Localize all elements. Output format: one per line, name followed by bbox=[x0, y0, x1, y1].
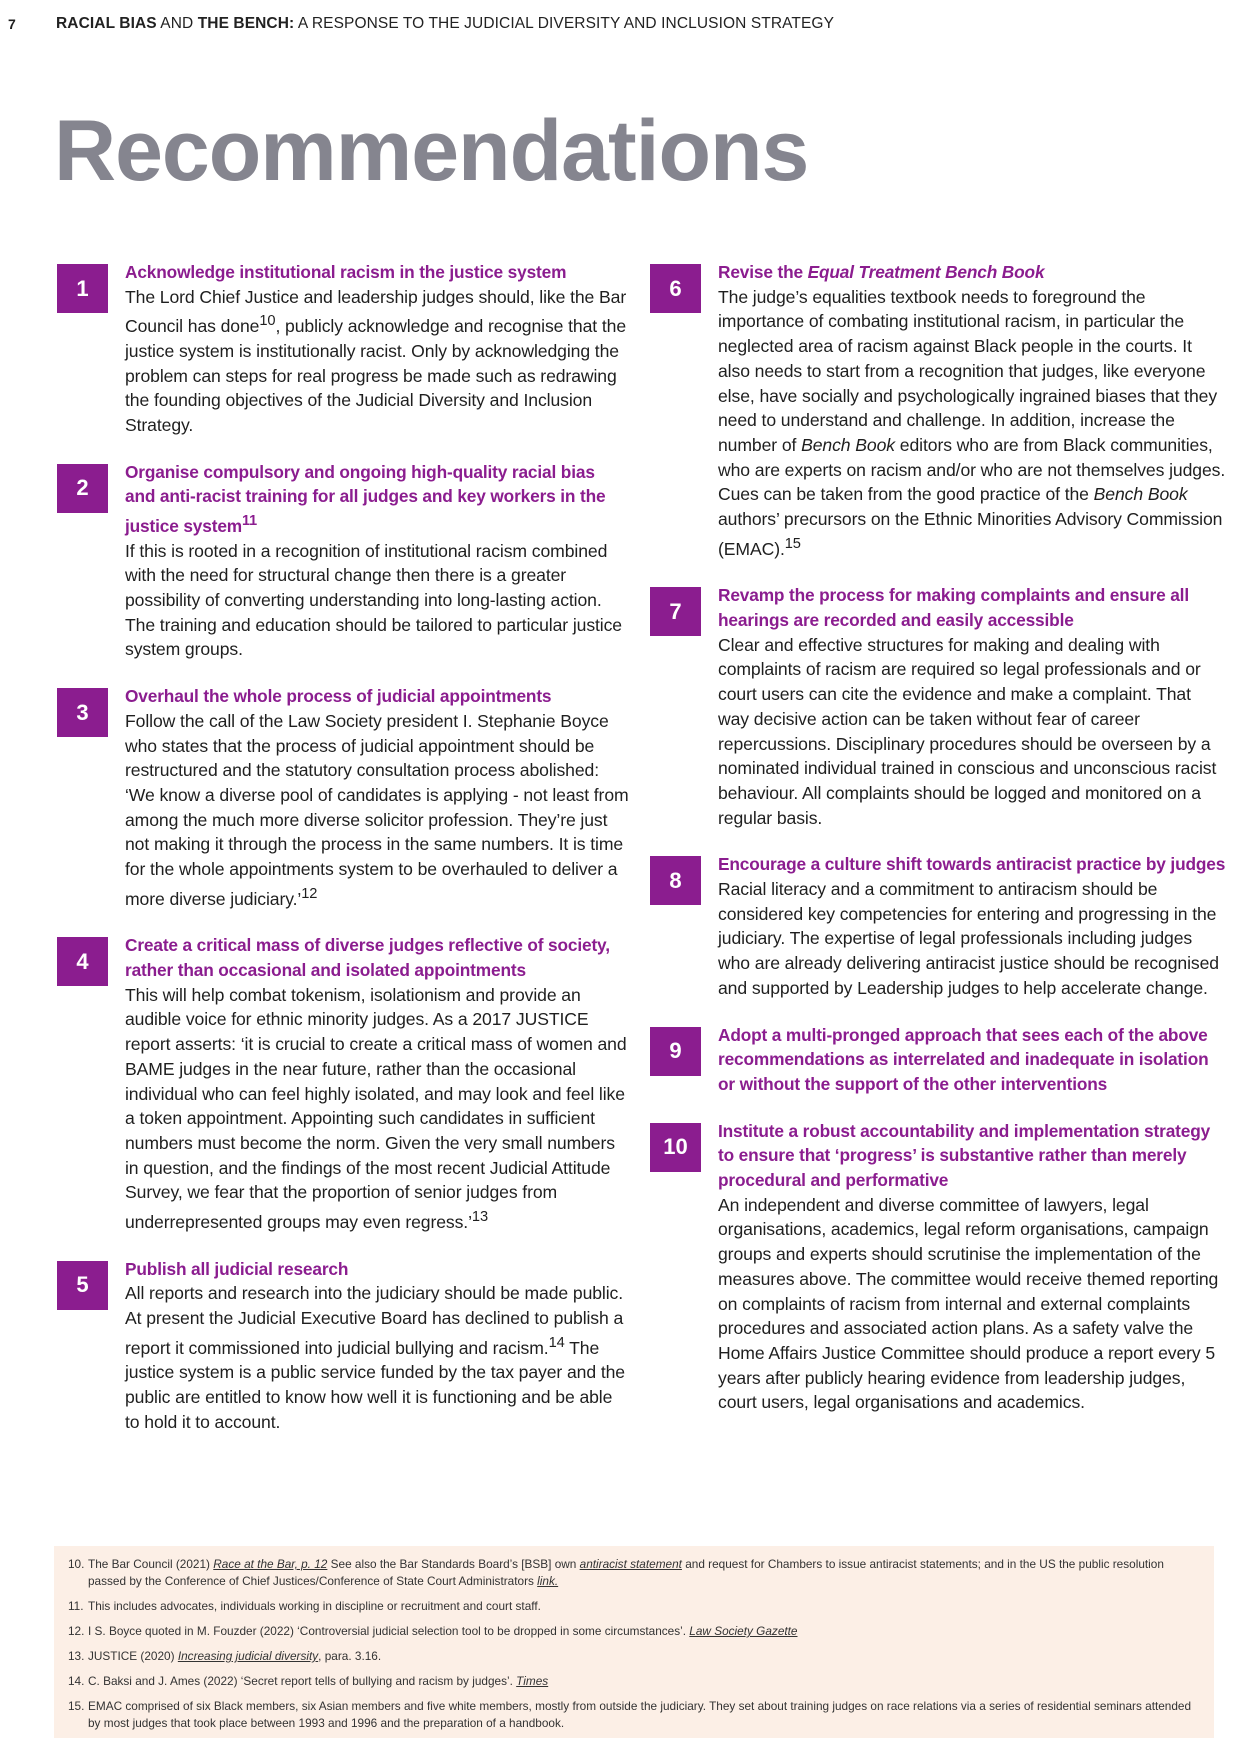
rec-title-italic: Equal Treatment Bench Book bbox=[807, 262, 1045, 282]
rec-number-badge: 5 bbox=[57, 1261, 108, 1310]
rec-text bbox=[718, 285, 1226, 562]
rec-title: Institute a robust accountability and implementation strategy to ensure that ‘progress’ is substantive rather than merely procedural and performative bbox=[718, 1120, 1211, 1191]
rec-number-badge: 7 bbox=[650, 587, 701, 636]
rec-body bbox=[125, 1257, 629, 1435]
rec-number-badge: 6 bbox=[650, 264, 701, 313]
recommendation-10 bbox=[650, 1119, 1226, 1415]
law-society-gazette-link[interactable]: Law Society Gazette bbox=[689, 1624, 798, 1638]
footnote-number: 15. bbox=[68, 1699, 85, 1713]
rec-number-badge: 4 bbox=[57, 937, 108, 986]
footnote-ref: 15 bbox=[784, 535, 801, 552]
rec-title: Acknowledge institutional racism in the justice system bbox=[125, 262, 567, 282]
rec-text-part: The judge’s equalities textbook needs to foreground the importance of combating institutional racism, in particular the neglected area of racism against Black people in the courts. It also needs to start from a recognition that judges, like everyone else, have socially and psychologically ingrained biases that they need to understand and challenge. In addition, increase the number of bbox=[718, 286, 1218, 455]
increasing-judicial-diversity-link[interactable]: Increasing judicial diversity bbox=[177, 1649, 319, 1663]
footnote-text: EMAC comprised of six Black members, six Asian members and five white members, mostly from outside the judiciary. They set about training judges on race relations via a series of residential seminars attended by most judges that took place between 1993 and 1996 and the preparation of a handbook. bbox=[88, 1699, 1192, 1730]
recommendation-1 bbox=[57, 260, 629, 438]
footnote-text-part: and request for Chambers to issue antiracist statements; and in the US the public resolution passed by the Conference of Chief Justices/Conference of State Court Administrators bbox=[88, 1557, 1164, 1588]
rec-text-part: , publicly acknowledge and recognise that the justice system is institutionally racist. Only by acknowledging the problem can steps for real progress be made such as redrawing the founding objectives of the Judicial Diversity and Inclusion Strategy. bbox=[125, 316, 627, 436]
rec-text-italic: Bench Book bbox=[1093, 484, 1188, 505]
document-title bbox=[56, 15, 834, 33]
title-rest: A RESPONSE TO THE JUDICIAL DIVERSITY AND INCLUSION STRATEGY bbox=[294, 15, 835, 32]
footnote-13 bbox=[68, 1648, 1200, 1665]
rec-text: An independent and diverse committee of lawyers, legal organisations, academics, legal reform organisations, campaign groups and experts should scrutinise the implementation of the measures above. The committee would receive themed reporting on complaints of racism from internal and external complaints procedures and associated action plans. As a safety valve the Home Affairs Justice Committee should produce a report every 5 years after publicly hearing evidence from leadership judges, court users, legal organisations and academics. bbox=[718, 1194, 1219, 1413]
running-header bbox=[8, 12, 1220, 36]
left-column bbox=[57, 260, 629, 1456]
footnote-ref: 10 bbox=[259, 313, 276, 330]
footnote-text-part: The Bar Council (2021) bbox=[88, 1557, 214, 1571]
rec-text bbox=[125, 983, 629, 1235]
title-strong: RACIAL BIAS bbox=[56, 15, 157, 32]
rec-text-part: All reports and research into the judiciary should be made public. At present the Judicial Executive Board has declined to publish a report it commissioned into judicial bullying and racism. bbox=[125, 1283, 624, 1358]
rec-body bbox=[125, 933, 629, 1234]
antiracist-statement-link[interactable]: antiracist statement bbox=[579, 1557, 682, 1571]
footnote-text bbox=[88, 1648, 1200, 1665]
rec-title-text: Organise compulsory and ongoing high-quality racial bias and anti-racist training for all judges and key workers in the justice system bbox=[125, 461, 606, 536]
rec-text bbox=[125, 1281, 629, 1434]
recommendation-4 bbox=[57, 933, 629, 1234]
resolution-link[interactable]: link. bbox=[537, 1574, 559, 1588]
footnote-text-part: I S. Boyce quoted in M. Fouzder (2022) ‘Controversial judicial selection tool to be dropped in some circumstances’. bbox=[88, 1624, 690, 1638]
footnote-11 bbox=[68, 1598, 1200, 1615]
footnote-ref: 11 bbox=[242, 513, 257, 530]
rec-text-part: Follow the call of the Law Society president I. Stephanie Boyce who states that the process of judicial appointment should be restructured and the statutory consultation process abolished: ‘We know a diverse pool of candidates is applying - not least from among the much more diverse solicitor profession. They’re just not making it through the process in the same numbers. It is time for the whole appointments system to be overhauled to deliver a more diverse judiciary.’ bbox=[125, 710, 629, 909]
times-link[interactable]: Times bbox=[516, 1674, 549, 1688]
footnote-text-part: JUSTICE (2020) bbox=[88, 1649, 178, 1663]
footnote-14 bbox=[68, 1673, 1200, 1690]
footnote-10 bbox=[68, 1556, 1200, 1590]
rec-body bbox=[718, 1023, 1226, 1097]
rec-text-part: This will help combat tokenism, isolationism and provide an audible voice for ethnic minority judges. As a 2017 JUSTICE report asserts: ‘it is crucial to create a critical mass of women and BAME judges in the near future, rather than the occasional individual who can feel highly isolated, and may look and feel like a token appointment. Appointing such candidates in sufficient numbers must become the norm. Given the very small numbers in question, and the findings of the most recent Judicial Attitude Survey, we fear that the proportion of senior judges from underrepresented groups may even regress.’ bbox=[125, 984, 627, 1232]
footnote-text-part: See also the Bar Standards Board’s [BSB] own bbox=[327, 1557, 580, 1571]
recommendation-7 bbox=[650, 583, 1226, 830]
footnote-ref: 13 bbox=[471, 1209, 489, 1226]
recommendation-2 bbox=[57, 460, 629, 662]
footnote-number: 13. bbox=[68, 1649, 85, 1663]
rec-text-part: The justice system is a public service funded by the tax payer and the public are entitled to know how well it is functioning and be able to hold it to account. bbox=[125, 1337, 625, 1432]
footnotes-panel bbox=[54, 1546, 1214, 1738]
recommendation-3 bbox=[57, 684, 629, 911]
rec-text bbox=[125, 709, 629, 911]
footnote-text bbox=[88, 1673, 1200, 1690]
rec-text: If this is rooted in a recognition of institutional racism combined with the need for structural change then there is a greater possibility of converting understanding into long-lasting action. The training and education should be tailored to particular justice system groups. bbox=[125, 540, 622, 660]
footnote-number: 12. bbox=[68, 1624, 85, 1638]
page-number: 7 bbox=[8, 16, 16, 32]
rec-text-italic: Bench Book bbox=[801, 434, 895, 455]
footnote-15 bbox=[68, 1698, 1200, 1732]
footnote-ref: 14 bbox=[548, 1334, 565, 1351]
race-at-the-bar-link[interactable]: Race at the Bar, p. 12 bbox=[213, 1557, 328, 1571]
footnote-number: 10. bbox=[68, 1557, 85, 1571]
rec-number-badge: 1 bbox=[57, 264, 108, 313]
rec-text-part: editors who are from Black communities, who are experts on racism and/or who are not themselves judges. Cues can be taken from the good practice of the bbox=[718, 434, 1226, 505]
rec-number-badge: 3 bbox=[57, 688, 108, 737]
footnote-ref: 12 bbox=[301, 885, 318, 902]
recommendation-6 bbox=[650, 260, 1226, 561]
footnote-text: This includes advocates, individuals working in discipline or recruitment and court staff. bbox=[88, 1599, 541, 1613]
rec-text-part: authors’ precursors on the Ethnic Minorities Advisory Commission (EMAC). bbox=[718, 509, 1223, 559]
footnote-12 bbox=[68, 1623, 1200, 1640]
rec-number-badge: 9 bbox=[650, 1027, 701, 1076]
rec-text: Clear and effective structures for making and dealing with complaints of racism are required so legal professionals and or court users can cite the evidence and make a complaint. That way decisive action can be taken without fear of career repercussions. Disciplinary procedures should be overseen by a nominated individual trained in conscious and unconscious racist behaviour. All complaints should be logged and monitored on a regular basis. bbox=[718, 634, 1217, 828]
footnote-number: 11. bbox=[68, 1599, 84, 1613]
recommendation-5 bbox=[57, 1257, 629, 1435]
rec-title: Create a critical mass of diverse judges reflective of society, rather than occasional and isolated appointments bbox=[125, 935, 610, 981]
footnote-text-part: , para. 3.16. bbox=[318, 1649, 382, 1663]
rec-body bbox=[125, 260, 629, 438]
footnote-text bbox=[88, 1623, 1200, 1640]
rec-body bbox=[125, 684, 629, 911]
rec-body bbox=[718, 260, 1226, 561]
rec-body bbox=[125, 460, 629, 662]
title-strong-2: THE BENCH: bbox=[197, 15, 295, 32]
title-and: AND bbox=[156, 15, 198, 32]
rec-title: Publish all judicial research bbox=[125, 1258, 349, 1279]
rec-text: Racial literacy and a commitment to antiracism should be considered key competencies for entering and progressing in the judiciary. The expertise of legal professionals including judges who are already delivering antiracist justice should be recognised and supported by Leadership judges to help accelerate change. bbox=[718, 879, 1219, 998]
rec-body bbox=[718, 852, 1226, 1000]
rec-number-badge: 8 bbox=[650, 856, 701, 905]
rec-title: Encourage a culture shift towards antiracist practice by judges bbox=[718, 854, 1226, 875]
rec-title: Overhaul the whole process of judicial appointments bbox=[125, 686, 552, 707]
rec-body bbox=[718, 1119, 1226, 1415]
page-heading: Recommendations bbox=[54, 103, 809, 199]
rec-title bbox=[125, 460, 629, 539]
rec-title-text: Revise the bbox=[718, 262, 808, 282]
rec-title: Adopt a multi-pronged approach that sees each of the above recommendations as interrelated and inadequate in isolation or without the support of the other interventions bbox=[718, 1024, 1209, 1094]
rec-title bbox=[718, 260, 1226, 285]
footnote-number: 14. bbox=[68, 1674, 85, 1688]
recommendation-9 bbox=[650, 1023, 1226, 1097]
rec-text bbox=[125, 285, 629, 438]
footnote-text bbox=[88, 1556, 1200, 1590]
footnote-text-part: C. Baksi and J. Ames (2022) ‘Secret report tells of bullying and racism by judges’. bbox=[88, 1674, 517, 1688]
rec-body bbox=[718, 583, 1226, 830]
recommendation-8 bbox=[650, 852, 1226, 1000]
rec-number-badge: 2 bbox=[57, 464, 108, 513]
rec-text-part: The Lord Chief Justice and leadership judges should, like the Bar Council has done bbox=[125, 286, 627, 337]
rec-number-badge: 10 bbox=[650, 1123, 701, 1172]
right-column bbox=[650, 260, 1226, 1437]
rec-title: Revamp the process for making complaints and ensure all hearings are recorded and easily accessible bbox=[718, 585, 1189, 630]
